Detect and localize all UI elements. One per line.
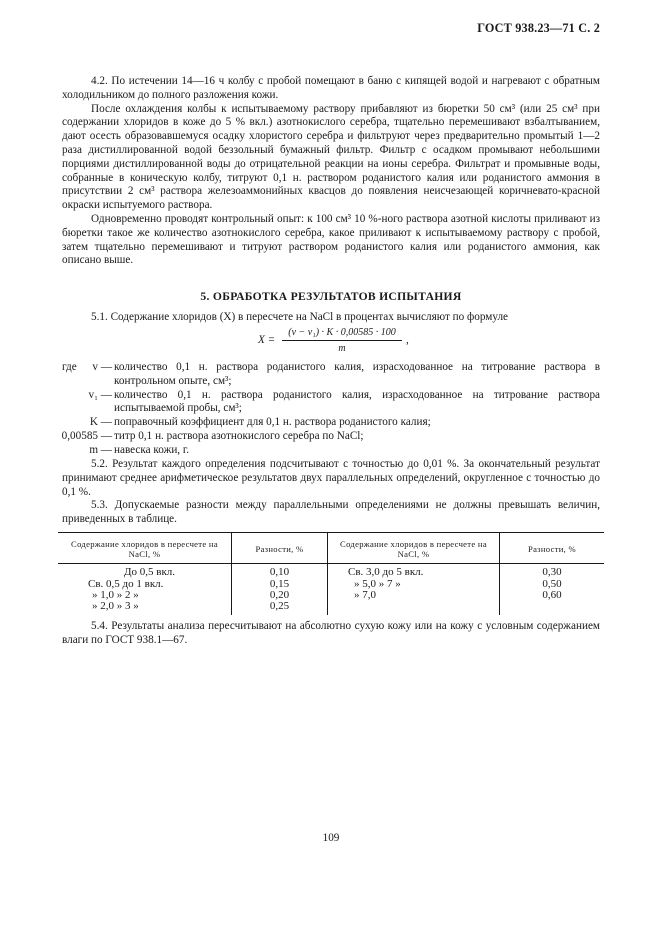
formula-denominator: m bbox=[338, 343, 346, 354]
definition-text: количество 0,1 н. раствора роданистого калия, израсходованное на титрование раствора испытываемой пробы, см³; bbox=[114, 388, 600, 415]
paragraph-5-2: 5.2. Результат каждого определения подсчитывают с точностью до 0,01 %. За окончательный результат принимают среднее арифметическое результатов двух параллельных определений, округленное с точностью до 0,1 %. bbox=[62, 458, 600, 498]
table-cell: Св. 3,0 до 5 вкл. bbox=[328, 564, 500, 578]
formula-lhs: X = bbox=[258, 334, 276, 346]
definition-item bbox=[62, 361, 600, 389]
formula-comma: , bbox=[406, 334, 409, 346]
table-row bbox=[58, 601, 604, 615]
formula-definitions bbox=[62, 361, 600, 458]
differences-table bbox=[58, 532, 604, 615]
paragraph-5-2-5-3-block bbox=[62, 458, 600, 527]
definition-text: титр 0,1 н. раствора азотнокислого серебра по NaCl; bbox=[114, 429, 364, 442]
paragraph-5-3: 5.3. Допускаемые разности между параллельными определениями не должны превышать величин, приведенных в таблице. bbox=[62, 499, 600, 526]
definition-text: поправочный коэффициент для 0,1 н. раствора роданистого калия; bbox=[114, 416, 431, 429]
formula-fraction-bar bbox=[282, 340, 402, 341]
definition-text: количество 0,1 н. раствора роданистого калия, израсходованное на титрование раствора в контрольном опыте, см³; bbox=[114, 361, 600, 387]
section-5-heading-block bbox=[62, 290, 600, 304]
page-number: 109 bbox=[322, 832, 340, 844]
paragraph-cooling: После охлаждения колбы к испытываемому раствору прибавляют из бюретки 50 см³ (или 25 см³ при содержании хлоридов в коже до 5 % вкл.) азотнокислого серебра, тщательно перемешивают взбалтыванием, дают осесть образовавшемуся осадку хлористого серебра и фильтруют через предварительно промытый 1—2 раза дистиллированной водой беззольный бумажный фильтр. Фильтр с осадком промывают небольшими порциями дистиллированной воды до отрицательной реакции на ионы серебра. Фильтрат и промывные воды, собранные в коническую колбу, титруют 0,1 н. раствором роданистого калия или роданистого аммония в присутствии 2 см³ раствора железоаммонийных квасцов до появления неисчезающей коричневато-красной окраски испытуемого раствора. bbox=[62, 102, 600, 212]
document-page bbox=[62, 22, 600, 922]
table-cell: » 5,0 » 7 » bbox=[328, 579, 500, 590]
table-header-cell: Разности, % bbox=[232, 533, 328, 563]
definition-item bbox=[62, 416, 600, 430]
paragraph-control-test: Одновременно проводят контрольный опыт: к 100 см³ 10 %-ного раствора азотной кислоты приливают из бюретки такое же количество азотнокислого серебра, какое приливают к испытываемому раствору с пробой, затем тщательно перемешивают и титруют раствором роданистого калия или роданистого аммония, как описано выше. bbox=[62, 212, 600, 267]
definition-term: v₁ — bbox=[88, 388, 112, 401]
table-header-row bbox=[58, 533, 604, 564]
chloride-formula bbox=[258, 326, 478, 358]
definition-term: m — bbox=[89, 443, 112, 456]
table-cell: » 7,0 bbox=[328, 590, 500, 601]
table-header-cell: Содержание хлоридов в пересчете на NaCl, % bbox=[328, 533, 500, 563]
table-cell: 0,20 bbox=[232, 590, 328, 601]
table-cell bbox=[500, 601, 604, 615]
table-header-cell: Содержание хлоридов в пересчете на NaCl, % bbox=[58, 533, 232, 563]
definition-term: K — bbox=[89, 416, 112, 429]
table-cell: До 0,5 вкл. bbox=[58, 564, 232, 578]
table-row bbox=[58, 590, 604, 601]
definition-lead: где bbox=[62, 361, 77, 373]
definition-item bbox=[62, 444, 600, 458]
formula-numerator: (v − v₁) · K · 0,00585 · 100 bbox=[288, 327, 396, 338]
paragraph-5-1: 5.1. Содержание хлоридов (X) в пересчете на NaCl в процентах вычисляют по формуле bbox=[91, 311, 509, 323]
definition-text: навеска кожи, г. bbox=[114, 443, 190, 456]
table-cell: Св. 0,5 до 1 вкл. bbox=[58, 579, 232, 590]
table-header-cell: Разности, % bbox=[527, 544, 577, 555]
table-cell bbox=[328, 601, 500, 615]
definition-item bbox=[62, 389, 600, 417]
paragraph-4-2: 4.2. По истечении 14—16 ч колбу с пробой помещают в баню с кипящей водой и нагревают с обратным холодильником до полного разложения кожи. bbox=[62, 75, 600, 101]
table-cell: 0,10 bbox=[232, 564, 328, 578]
page-header: ГОСТ 938.23—71 С. 2 bbox=[477, 21, 600, 35]
definition-term: 0,00585 — bbox=[61, 429, 112, 442]
table-cell: 0,15 bbox=[232, 579, 328, 590]
definition-term: v — bbox=[92, 361, 112, 373]
table-cell: » 2,0 » 3 » bbox=[58, 601, 232, 615]
paragraph-5-4-block bbox=[62, 620, 600, 648]
paragraph-5-4: 5.4. Результаты анализа пересчитывают на абсолютно сухую кожу или на кожу с условным содержанием влаги по ГОСТ 938.1—67. bbox=[62, 620, 600, 646]
table-cell: 0,60 bbox=[542, 588, 562, 601]
paragraph-5-1-block bbox=[62, 311, 600, 325]
table-cell: 0,25 bbox=[232, 601, 328, 615]
table-cell: 0,30 bbox=[542, 566, 562, 579]
definition-item bbox=[62, 430, 600, 444]
table-row bbox=[58, 564, 604, 578]
table-cell: 0,50 bbox=[542, 577, 562, 590]
section-title: 5. ОБРАБОТКА РЕЗУЛЬТАТОВ ИСПЫТАНИЯ bbox=[200, 290, 462, 303]
paragraph-4-2-block bbox=[62, 75, 600, 268]
table-cell: » 1,0 » 2 » bbox=[58, 590, 232, 601]
table-row bbox=[58, 579, 604, 590]
